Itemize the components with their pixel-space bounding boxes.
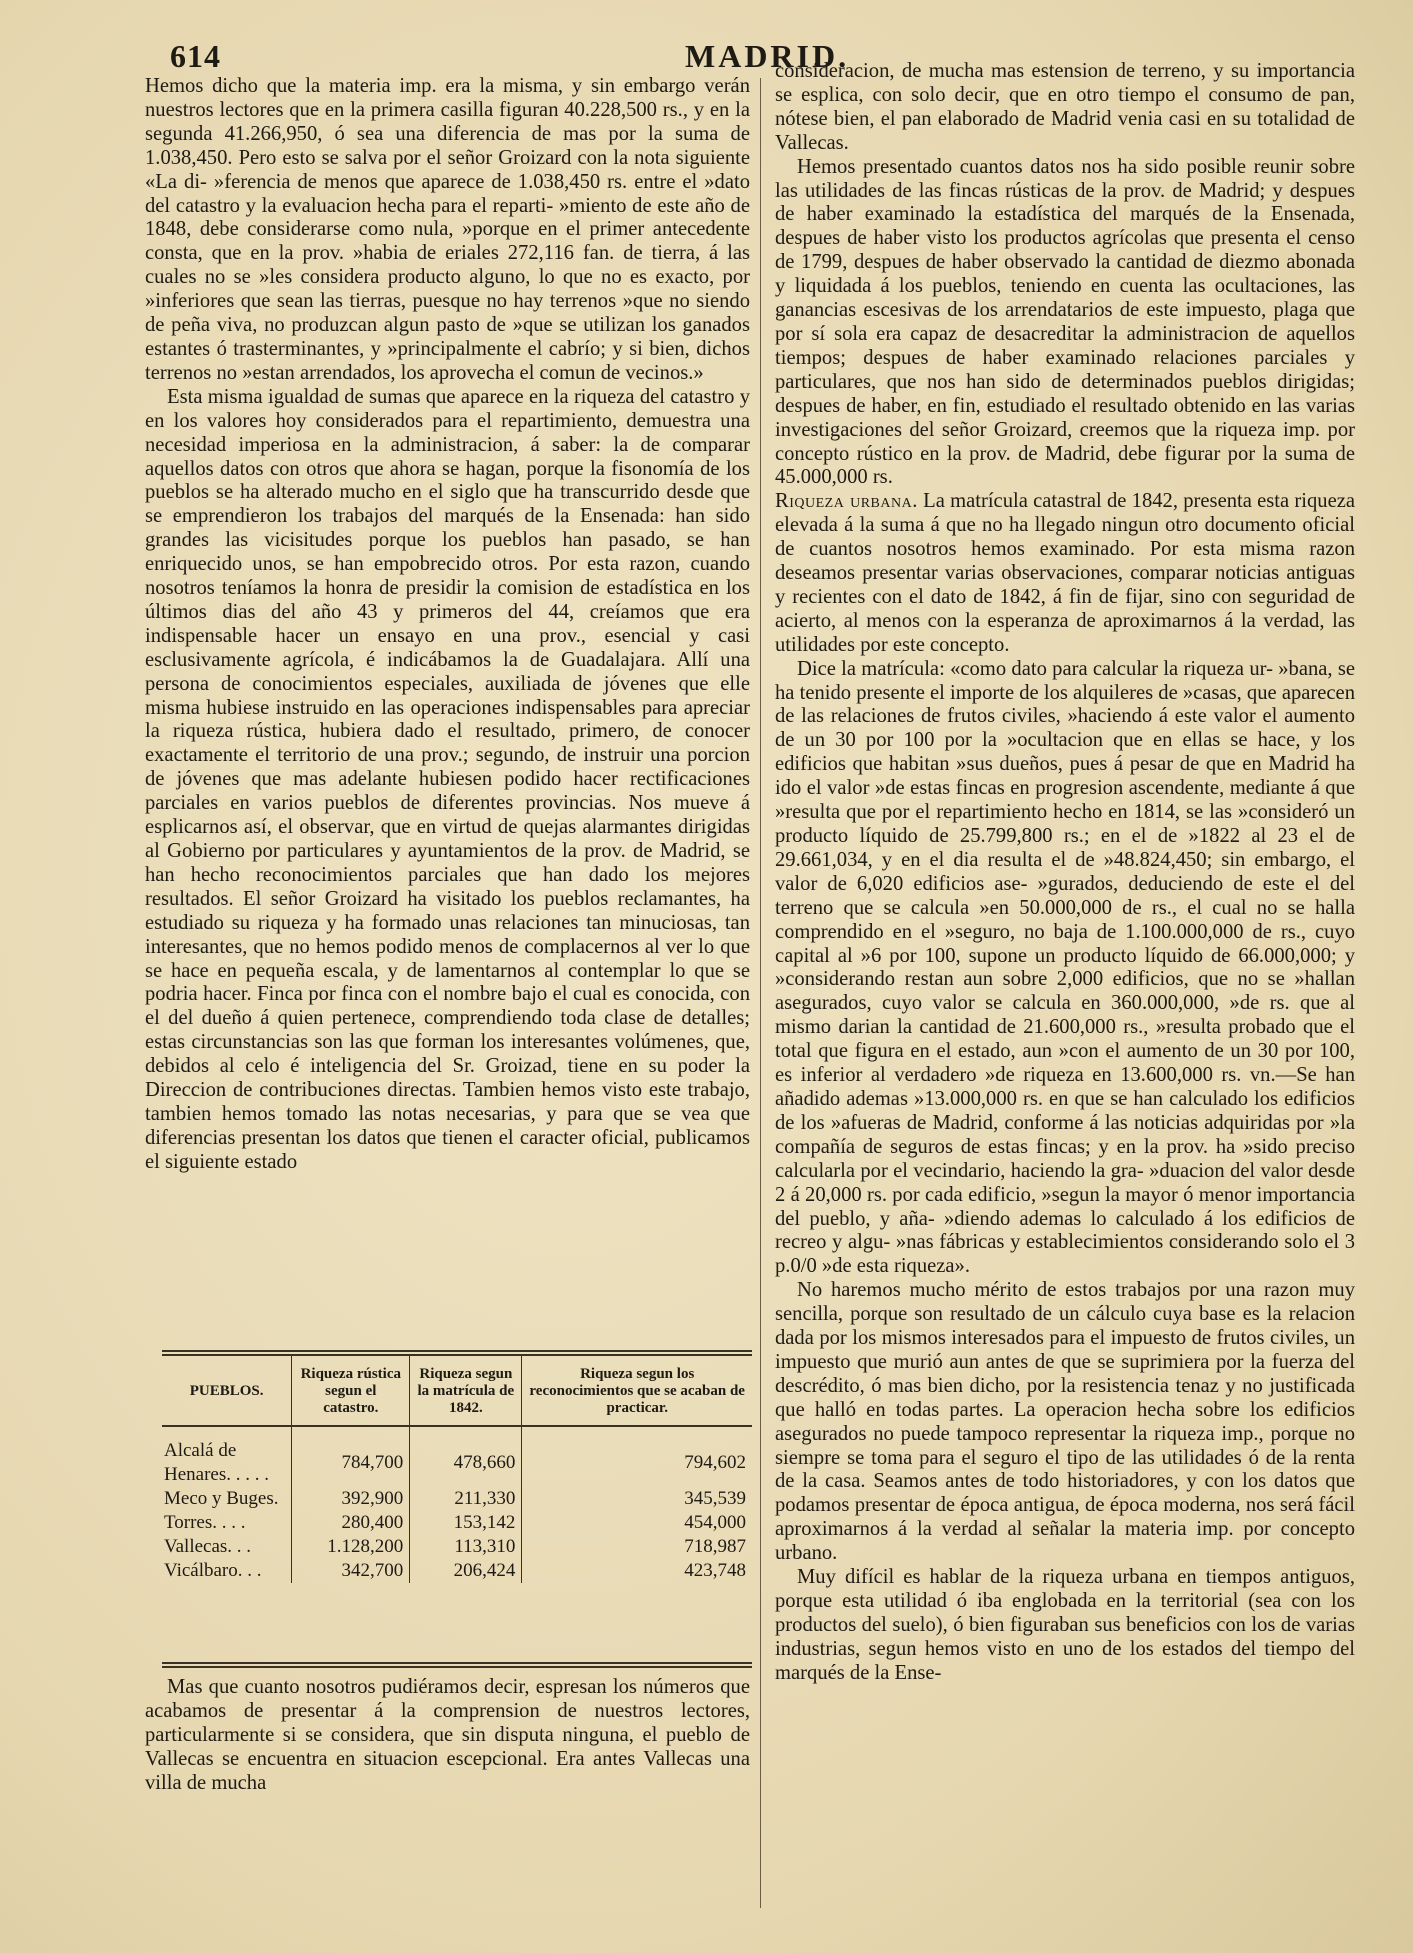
town-cell: Torres. . . . <box>162 1511 292 1535</box>
town-cell: Alcalá de Henares. . . . . <box>162 1426 292 1487</box>
value-cell: 454,000 <box>684 1512 746 1533</box>
paragraph: consideracion, de mucha mas estension de terreno, y su importancia se esplica, con solo decir, que en otro tiempo el consumo de pan, nótese bien, el pan elaborado de Madrid venia casi en su totalidad de Vallecas. <box>775 60 1355 154</box>
value-cell: 1.128,200 <box>292 1535 410 1559</box>
right-column <box>775 60 1355 1686</box>
paragraph: No haremos mucho mérito de estos trabajos por una razon muy sencilla, porque son resultado de un cálculo cuya base es la relacion dada por los mismos interesados para el impuesto de frutos civiles, un impuesto que murió aun antes de que se suprimiera por la fuerza del descrédito, ó mas bien dicho, por la resistencia tenaz y no justificada que halló en todas partes. La operacion hecha sobre los edificios asegurados no puede tampoco representar la riqueza imp., porque no siempre se toma para el seguro el tipo de las utilidades ó de la renta de la casa. Seamos antes de todo historiadores, y con los datos que podamos presentar de época antigua, de época moderna, nos será fácil aproximarnos á la verdad al señalar la materia imp. por concepto urbano. <box>775 1279 1355 1565</box>
paragraph: Muy difícil es hablar de la riqueza urbana en tiempos antiguos, porque esta utilidad ó iba englobada en la territorial (sea con los productos del suelo), ó bien figuraban sus beneficios con los de varias industrias, segun hemos visto en uno de los estados del tiempo del marqués de la Ense- <box>775 1566 1355 1684</box>
value-cell: 211,330 <box>410 1487 522 1511</box>
town-cell: Vicálbaro. . . <box>162 1559 292 1583</box>
value-cell: 423,748 <box>684 1560 746 1581</box>
table-row <box>162 1487 752 1511</box>
value-cell: 280,400 <box>292 1511 410 1535</box>
value-cell: 784,700 <box>292 1426 410 1487</box>
column-divider <box>760 78 761 1908</box>
paragraph: Hemos presentado cuantos datos nos ha sido posible reunir sobre las utilidades de las fincas rústicas de la prov. de Madrid; y despues de haber examinado la estadística del marqués de la Ensenada, despues de haber visto los productos agrícolas que presenta el censo de 1799, despues de haber observado la cantidad de diezmo abonada y liquidada á los pueblos, teniendo en cuenta las ocultaciones, las ganancias escesivas de los arrendatarios de este impuesto, plaga que por sí sola era capaz de desacreditar la administracion de aquellos tiempos; despues de haber examinado relaciones parciales y particulares, que nos han sido de determinados pueblos dirigidas; despues de haber, en fin, estudiado el resultado obtenido en las varias investigaciones del señor Groizard, creemos que la riqueza imp. por concepto rústico en la prov. de Madrid, debe figurar por la suma de 45.000,000 rs. <box>775 155 1355 489</box>
left-column <box>145 75 750 1175</box>
running-title: MADRID. <box>685 38 850 74</box>
paragraph: Esta misma igualdad de sumas que aparece en la riqueza del catastro y en los valores hoy considerados para el repartimiento, demuestra una necesidad imperiosa en la administracion, á saber: la de comparar aquellos datos con otros que ahora se hagan, porque la fisonomía de los pueblos se ha alterado mucho en el siglo que ha transcurrido desde que se emprendieron los trabajos del marqués de la Ensenada: han sido grandes las vicisitudes porque los pueblos han pasado, se han enriquecido unos, se han empobrecido otros. Por esta razon, cuando nosotros teníamos la honra de presidir la comision de estadística en los últimos dias del año 43 y primeros del 44, creíamos que era indispensable hacer un ensayo en una prov., esencial y casi esclusivamente agrícola, é indicábamos la de Guadalajara. Allí una persona de conocimientos especiales, auxiliada de jóvenes que elle misma hubiese instruido en las operaciones indispensables para apreciar la riqueza rústica, hubiera dado el resultado, primero, de conocer exactamente el territorio de una prov.; segundo, de instruir una porcion de jóvenes que mas adelante hubiesen podido hacer rectificaciones parciales en varios pueblos de diferentes provincias. Nos mueve á esplicarnos así, el observar, que en virtud de quejas alarmantes dirigidas al Gobierno por particulares y ayuntamientos de la prov. de Madrid, se han hecho reconocimientos parciales que han dado los mejores resultados. El señor Groizard ha visitado los pueblos reclamantes, ha estudiado su riqueza y ha formado unas relaciones tan minuciosas, tan interesantes, que no hemos podido menos de complacernos al ver lo que se hace en pequeña escala, y de lamentarnos al contemplar lo que se podria hacer. Finca por finca con el nombre bajo el cual es conocida, con el del dueño á quien pertenece, comprendiendo toda clase de detalles; estas circunstancias son las que forman los interesantes volúmenes, que, debidos al celo é inteligencia del Sr. Groizad, tiene en su poder la Direccion de contribuciones directas. Tambien hemos visto este trabajo, tambien hemos tomado las notas necesarias, y para que se vea que diferencias presentan los datos que tienen el caracter oficial, publicamos el siguiente estado <box>145 385 750 1173</box>
value-cell: 342,700 <box>292 1559 410 1583</box>
column-header: Riqueza segun los reconocimientos que se acaban de practicar. <box>522 1356 752 1426</box>
paragraph: Hemos dicho que la materia imp. era la misma, y sin embargo verán nuestros lectores que en la primera casilla figuran 40.228,500 rs., y en la segunda 41.266,950, ó sea una diferencia de mas por la suma de 1.038,450. Pero esto se salva por el señor Groizard con la nota siguiente «La di- »ferencia de menos que aparece de 1.038,450 rs. entre el »dato del catastro y la evaluacion hecha para el reparti- »miento de este año de 1848, debe considerarse como nula, »porque en el primer antecedente consta, que en la prov. »habia de eriales 272,116 fan. de tierra, á las cuales no se »les considera producto alguno, lo que no es exacto, por »inferiores que sean las tierras, puesque no hay terrenos »que no siendo de peña viva, no produzcan algun pasto de »que se utilizan los ganados estantes ó trasterminantes, y »principalmente el cabrío; y si bien, dichos terrenos no »estan arrendados, los aprovecha el comun de vecinos.» <box>145 75 750 384</box>
table-row <box>162 1535 752 1559</box>
paragraph <box>775 490 1355 657</box>
value-cell: 206,424 <box>410 1559 522 1583</box>
table-row <box>162 1426 752 1487</box>
left-column-continued <box>145 1676 750 1796</box>
value-cell: 794,602 <box>684 1452 746 1473</box>
town-cell: Vallecas. . . <box>162 1535 292 1559</box>
column-header: Riqueza rústica segun el catastro. <box>292 1356 410 1426</box>
paragraph: Mas que cuanto nosotros pudiéramos decir, espresan los números que acabamos de presentar á la comprension de nuestros lectores, particularmente si se considera, que sin disputa ninguna, el pueblo de Vallecas se encuentra en situacion escepcional. Era antes Vallecas una villa de mucha <box>145 1676 750 1794</box>
riqueza-table <box>162 1350 752 1668</box>
value-cell: 718,987 <box>684 1536 746 1557</box>
value-cell: 345,539 <box>684 1488 746 1509</box>
value-cell: 478,660 <box>410 1426 522 1487</box>
value-cell: 153,142 <box>410 1511 522 1535</box>
value-cell: 113,310 <box>410 1535 522 1559</box>
paragraph: Dice la matrícula: «como dato para calcular la riqueza ur- »bana, se ha tenido presente el importe de los alquileres de »casas, que aparecen de las relaciones de frutos civiles, »haciendo á este valor el aumento de un 30 por 100 por la »ocultacion que en ellas se hace, y los edificios que habitan »sus dueños, pues á pesar de que en Madrid ha ido el valor »de estas fincas en progresion ascendente, mediante á que »resulta que por el repartimiento hecho en 1814, se las »consideró un producto líquido de 25.799,800 rs.; en el de »1822 al 23 el de 29.661,034, y en el dia resulta el de »48.824,450; sin embargo, el valor de 6,020 edificios ase- »gurados, deduciendo de este el del terreno que se calcula »en 50.000,000 de rs., el cual no se halla comprendido en el »seguro, no baja de 1.100.000,000 de rs., cuyo capital al »6 por 100, supone un producto líquido de 66.000,000; y »considerando restan aun sobre 2,000 edificios, que no se »hallan asegurados, cuyo valor se calcula en 360.000,000, »de rs. que al mismo darian la cantidad de 21.600,000 rs., »resulta probado que el total que figura en el estado, aun »con el aumento de un 30 por 100, es inferior al verdadero »de riqueza en 13.600,000 rs. vn.—Se han añadido ademas »13.000,000 rs. en que se han calculado los edificios de los »afueras de Madrid, conforme á las noticias adquiridas por »la compañía de seguros de estas fincas; y en la prov. ha »sido preciso calcularla por el vecindario, haciendo la gra- »duacion del valor desde 2 á 20,000 rs. por cada edificio, »segun la mayor ó menor importancia del pueblo, y aña- »diendo ademas lo calculado á los edificios de recreo y algu- »nas fábricas y establecimientos considerando solo el 3 p.0/0 »de esta riqueza». <box>775 657 1355 1278</box>
column-header: Riqueza segun la matrícula de 1842. <box>410 1356 522 1426</box>
value-cell: 392,900 <box>292 1487 410 1511</box>
column-header: PUEBLOS. <box>162 1356 292 1426</box>
paragraph-text: La matrícula catastral de 1842, presenta esta riqueza elevada á la suma á que no ha llegado ningun otro documento oficial de cuantos nosotros hemos examinado. Por esta misma razon deseamos presentar varias observaciones, comparar noticias antiguas y recientes con el dato de 1842, á fin de fijar, sino con seguridad de acierto, al menos con la esperanza de aproximarnos á la verdad, las utilidades por este concepto. <box>775 490 1355 656</box>
table-header-row <box>162 1356 752 1426</box>
table-row <box>162 1559 752 1583</box>
section-label: Riqueza urbana. <box>775 490 918 513</box>
page-number: 614 <box>170 38 221 74</box>
table-row <box>162 1511 752 1535</box>
town-cell: Meco y Buges. <box>162 1487 292 1511</box>
